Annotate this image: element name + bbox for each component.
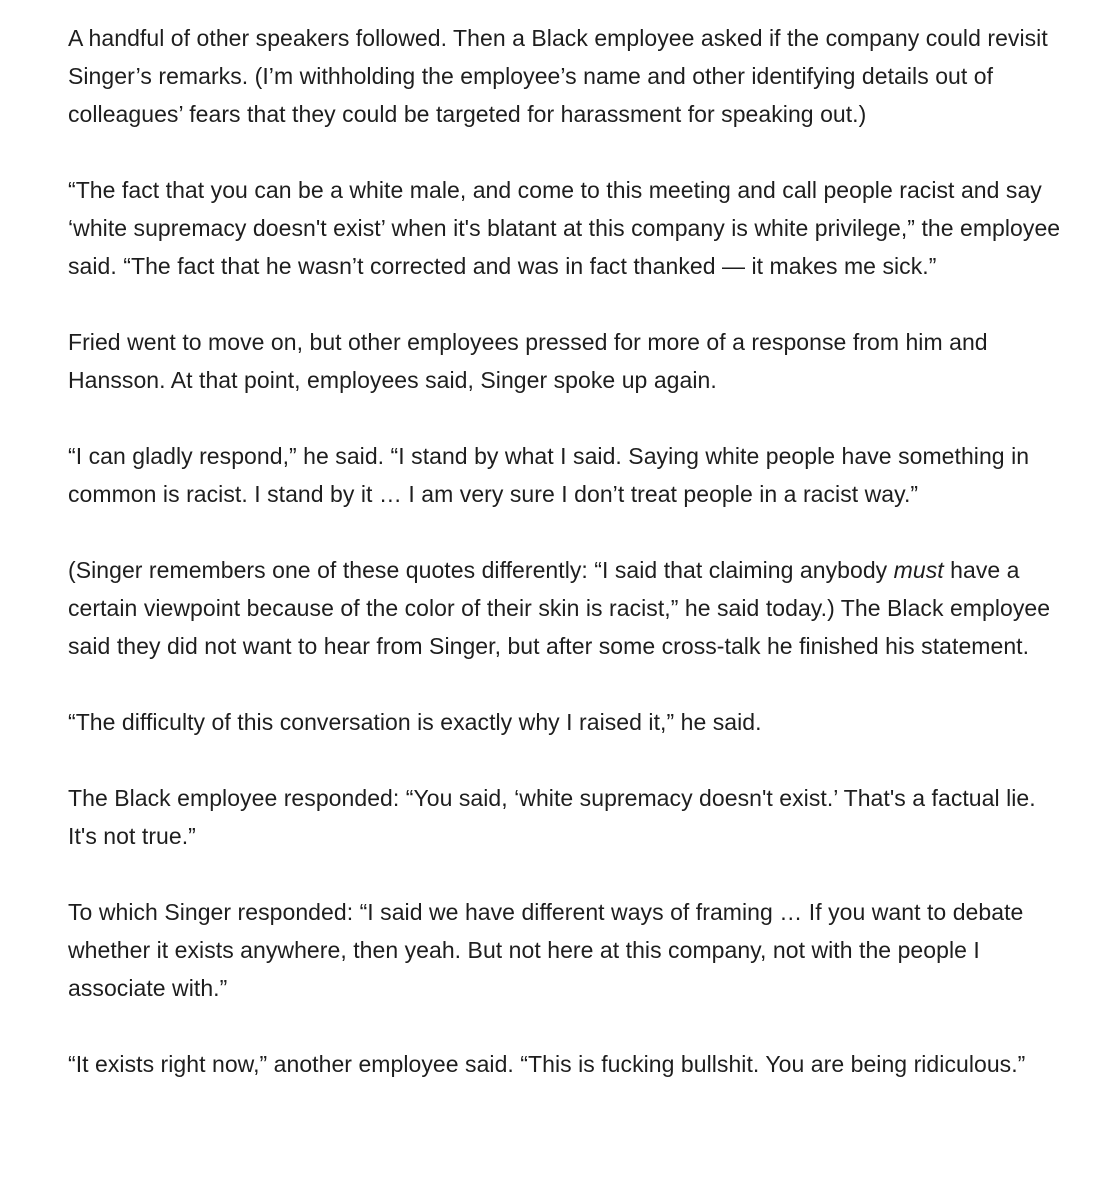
paragraph: “The fact that you can be a white male, and come to this meeting and call people racist and say ‘white supremacy doesn't exist’ when it's blatant at this company is white privilege,” the employee said. “The fact that he wasn’t corrected and was in fact thanked — it makes me sick.” (68, 177, 1061, 279)
paragraph: The Black employee responded: “You said, ‘white supremacy doesn't exist.’ That's a factual lie. It's not true.” (68, 785, 1036, 849)
paragraph: “I can gladly respond,” he said. “I stand by what I said. Saying white people have something in common is racist. I stand by it … I am very sure I don’t treat people in a racist way.” (68, 443, 1030, 507)
paragraph-text: (Singer remembers one of these quotes differently: “I said that claiming anybody (68, 557, 894, 583)
paragraph-text: have a certain viewpoint because of the color of their skin is racist,” he said today.) The Black employee said they did not want to hear from Singer, but after some cross-talk he finished his statement. (68, 557, 1051, 659)
article-body (68, 19, 1068, 1083)
paragraph: Fried went to move on, but other employees pressed for more of a response from him and Hansson. At that point, employees said, Singer spoke up again. (68, 329, 988, 393)
paragraph: To which Singer responded: “I said we have different ways of framing … If you want to debate whether it exists anywhere, then yeah. But not here at this company, not with the people I associate with.” (68, 899, 1024, 1001)
emphasized-word: must (893, 557, 944, 583)
paragraph-with-emphasis (68, 551, 1068, 665)
paragraph: A handful of other speakers followed. Then a Black employee asked if the company could revisit Singer’s remarks. (I’m withholding the employee’s name and other identifying details out of colleagues’ fears that they could be targeted for harassment for speaking out.) (68, 25, 1048, 127)
paragraph: “The difficulty of this conversation is exactly why I raised it,” he said. (68, 709, 762, 735)
paragraph: “It exists right now,” another employee said. “This is fucking bullshit. You are being ridiculous.” (68, 1051, 1026, 1077)
